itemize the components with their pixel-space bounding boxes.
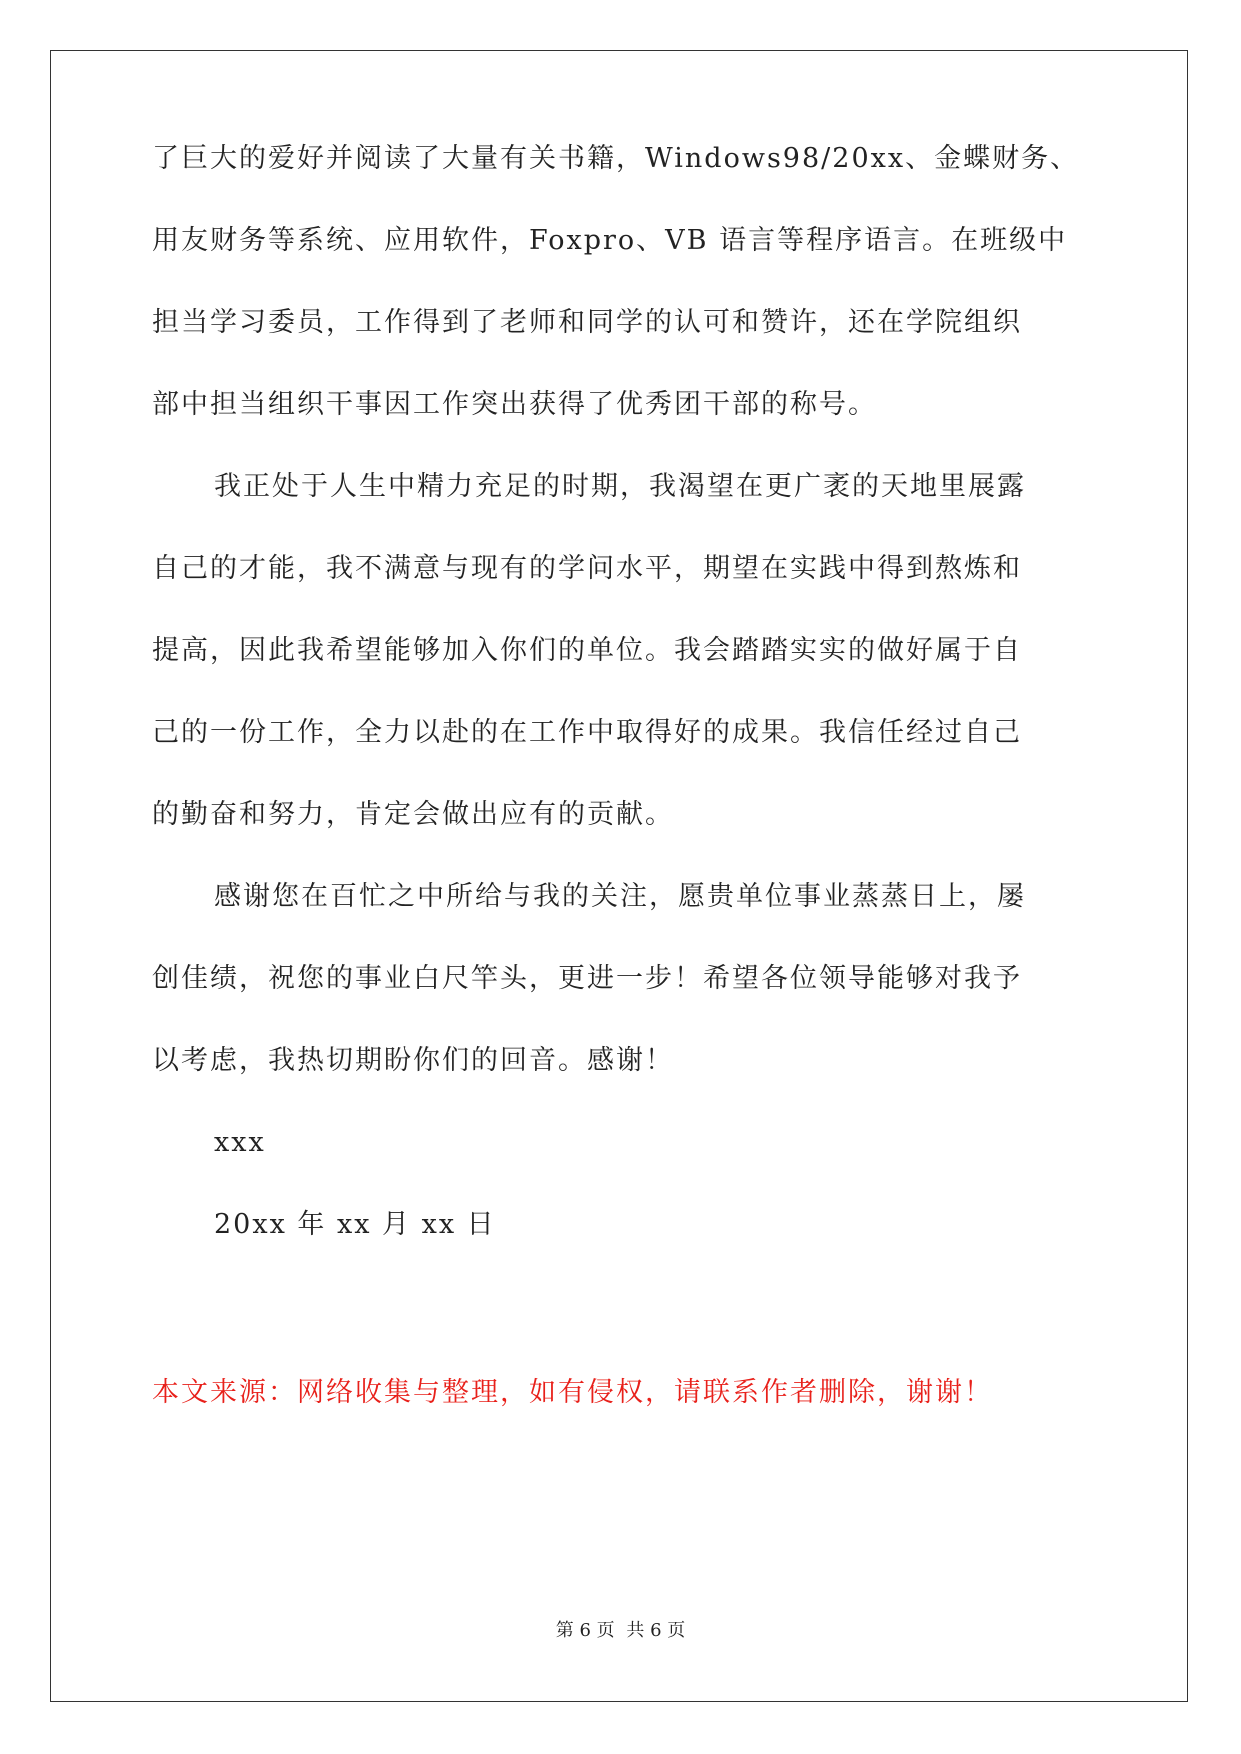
body-line: 担当学习委员，工作得到了老师和同学的认可和赞许，还在学院组织	[152, 307, 1022, 338]
body-line: 提高，因此我希望能够加入你们的单位。我会踏踏实实的做好属于自	[152, 635, 1022, 666]
body-line: 用友财务等系统、应用软件，Foxpro、VB 语言等程序语言。在班级中	[152, 225, 1068, 256]
source-note: 本文来源：网络收集与整理，如有侵权，请联系作者删除，谢谢！	[152, 1377, 993, 1408]
body-line: 了巨大的爱好并阅读了大量有关书籍，Windows98/20xx、金蝶财务、	[152, 143, 1080, 174]
page-footer	[0, 1616, 1241, 1642]
signature-date: 20xx 年 xx 月 xx 日	[214, 1209, 496, 1240]
body-line: 我正处于人生中精力充足的时期，我渴望在更广袤的天地里展露	[214, 471, 1026, 502]
body-line: 自己的才能，我不满意与现有的学问水平，期望在实践中得到熬炼和	[152, 553, 1022, 584]
signature-name: xxx	[214, 1127, 266, 1158]
body-line: 的勤奋和努力，肯定会做出应有的贡献。	[152, 799, 674, 830]
body-line: 创佳绩，祝您的事业白尺竿头，更进一步！希望各位领导能够对我予	[152, 963, 1022, 994]
page-number: 第 6 页	[555, 1620, 615, 1641]
body-line: 以考虑，我热切期盼你们的回音。感谢！	[152, 1045, 674, 1076]
body-line: 感谢您在百忙之中所给与我的关注，愿贵单位事业蒸蒸日上，屡	[214, 881, 1026, 912]
body-line: 己的一份工作，全力以赴的在工作中取得好的成果。我信任经过自己	[152, 717, 1022, 748]
body-line: 部中担当组织干事因工作突出获得了优秀团干部的称号。	[152, 389, 877, 420]
page-total: 共 6 页	[626, 1620, 686, 1641]
document-body	[152, 138, 1092, 1286]
